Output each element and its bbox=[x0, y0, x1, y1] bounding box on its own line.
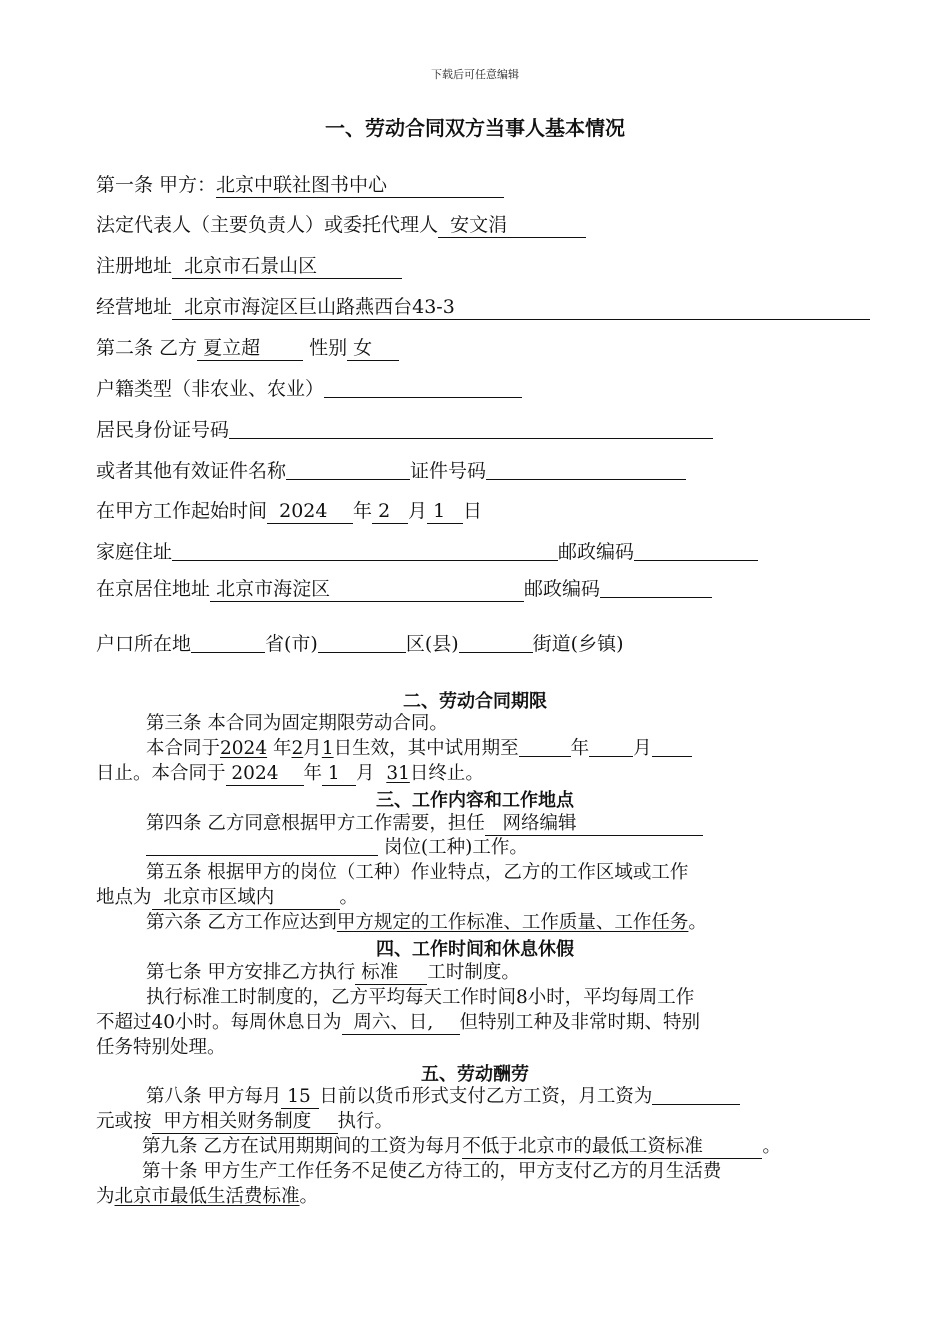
article-7-l3: 不超过40小时。每周休息日为 周六、日, 但特别工种及非常时期、特别 bbox=[96, 1012, 701, 1033]
business-address: 北京市海淀区巨山路燕西台43-3 bbox=[184, 296, 455, 318]
article-10: 第十条 甲方生产工作任务不足使乙方待工的，甲方支付乙方的月生活费 bbox=[142, 1161, 722, 1182]
contract-effective-line: 本合同于2024 年2月1日生效，其中试用期至 年 月 bbox=[146, 737, 692, 760]
hukou-location-line: 户口所在地 省(市) 区(县) 街道(乡镇) bbox=[96, 633, 624, 655]
article-8-cont: 元或按 甲方相关财务制度 执行。 bbox=[96, 1111, 394, 1132]
contract-end-line: 日止。本合同于 2024 年 1 月 31日终止。 bbox=[96, 763, 484, 784]
probation-pay: 不低于北京市的最低工资标准 bbox=[462, 1136, 703, 1157]
article-7-l4: 任务特别处理。 bbox=[96, 1037, 226, 1058]
position: 网络编辑 bbox=[502, 813, 577, 834]
article-8: 第八条 甲方每月 15 日前以货币形式支付乙方工资，月工资为 bbox=[146, 1085, 740, 1109]
employee-gender: 女 bbox=[353, 337, 373, 359]
article-2-employee: 第二条 乙方 夏立超 性别 女 bbox=[96, 336, 399, 361]
employer-name: 北京中联社图书中心 bbox=[216, 174, 388, 196]
effective-day: 1 bbox=[321, 738, 334, 759]
article-5: 第五条 根据甲方的岗位（工种）作业特点，乙方的工作区域或工作 bbox=[146, 862, 689, 883]
effective-month: 2 bbox=[291, 738, 304, 759]
article-7-l2: 执行标准工时制度的，乙方平均每天工作时间8小时，平均每周工作 bbox=[146, 987, 695, 1008]
work-area: 北京市区域内 bbox=[163, 887, 275, 908]
start-day: 1 bbox=[433, 500, 446, 522]
header-note: 下载后可任意编辑 bbox=[431, 68, 519, 81]
hours-type: 标准 bbox=[361, 962, 399, 983]
start-year: 2024 bbox=[279, 500, 328, 522]
article-4: 第四条 乙方同意根据甲方工作需要，担任 网络编辑 bbox=[146, 812, 703, 836]
article-3: 第三条 本合同为固定期限劳动合同。 bbox=[146, 713, 448, 734]
rest-days: 周六、日, bbox=[353, 1012, 434, 1033]
id-number-line: 居民身份证号码 bbox=[96, 418, 713, 442]
registered-address-line: 注册地址 北京市石景山区 bbox=[96, 254, 402, 279]
start-month: 2 bbox=[378, 500, 391, 522]
section-title-3: 三、工作内容和工作地点 bbox=[376, 790, 574, 811]
living-standard: 北京市最低生活费标准 bbox=[114, 1186, 300, 1207]
section-title-2: 二、劳动合同期限 bbox=[403, 691, 547, 712]
end-day: 31 bbox=[386, 763, 410, 784]
beijing-address-line: 在京居住地址 北京市海淀区 邮政编码 bbox=[96, 577, 712, 602]
registered-address: 北京市石景山区 bbox=[184, 255, 318, 277]
home-address-line: 家庭住址 邮政编码 bbox=[96, 540, 758, 564]
other-id-line: 或者其他有效证件名称 证件号码 bbox=[96, 459, 686, 483]
representative-line: 法定代表人（主要负责人）或委托代理人 安文涓 bbox=[96, 213, 586, 238]
start-date-line: 在甲方工作起始时间 2024 年 2 月 1 日 bbox=[96, 500, 483, 522]
section-title-1: 一、劳动合同双方当事人基本情况 bbox=[325, 116, 625, 140]
work-standard: 甲方规定的工作标准、工作质量、工作任务 bbox=[336, 912, 689, 933]
article-10-cont: 为北京市最低生活费标准。 bbox=[96, 1186, 319, 1207]
representative-name: 安文涓 bbox=[450, 214, 508, 236]
hukou-type-line: 户籍类型（非农业、农业） bbox=[96, 377, 522, 401]
business-address-line: 经营地址 北京市海淀区巨山路燕西台43-3 bbox=[96, 295, 870, 320]
article-1-employer: 第一条 甲方：北京中联社图书中心 bbox=[96, 173, 504, 198]
pay-day: 15 bbox=[287, 1086, 311, 1107]
article-5-cont: 地点为 北京市区域内 。 bbox=[96, 887, 359, 908]
section-title-5: 五、劳动酬劳 bbox=[421, 1064, 529, 1085]
article-7: 第七条 甲方安排乙方执行 标准 工时制度。 bbox=[146, 962, 520, 983]
article-6: 第六条 乙方工作应达到甲方规定的工作标准、工作质量、工作任务。 bbox=[146, 912, 707, 933]
end-month: 1 bbox=[327, 763, 340, 784]
beijing-address: 北京市海淀区 bbox=[216, 578, 331, 600]
article-4-cont: 岗位(工种)工作。 bbox=[146, 836, 528, 859]
article-9: 第九条 乙方在试用期期间的工资为每月不低于北京市的最低工资标准 。 bbox=[142, 1136, 781, 1157]
section-title-4: 四、工作时间和休息休假 bbox=[376, 939, 574, 960]
pay-rule: 甲方相关财务制度 bbox=[163, 1111, 312, 1132]
effective-year: 2024 bbox=[220, 738, 268, 759]
end-year: 2024 bbox=[231, 763, 279, 784]
employee-name: 夏立超 bbox=[203, 337, 261, 359]
